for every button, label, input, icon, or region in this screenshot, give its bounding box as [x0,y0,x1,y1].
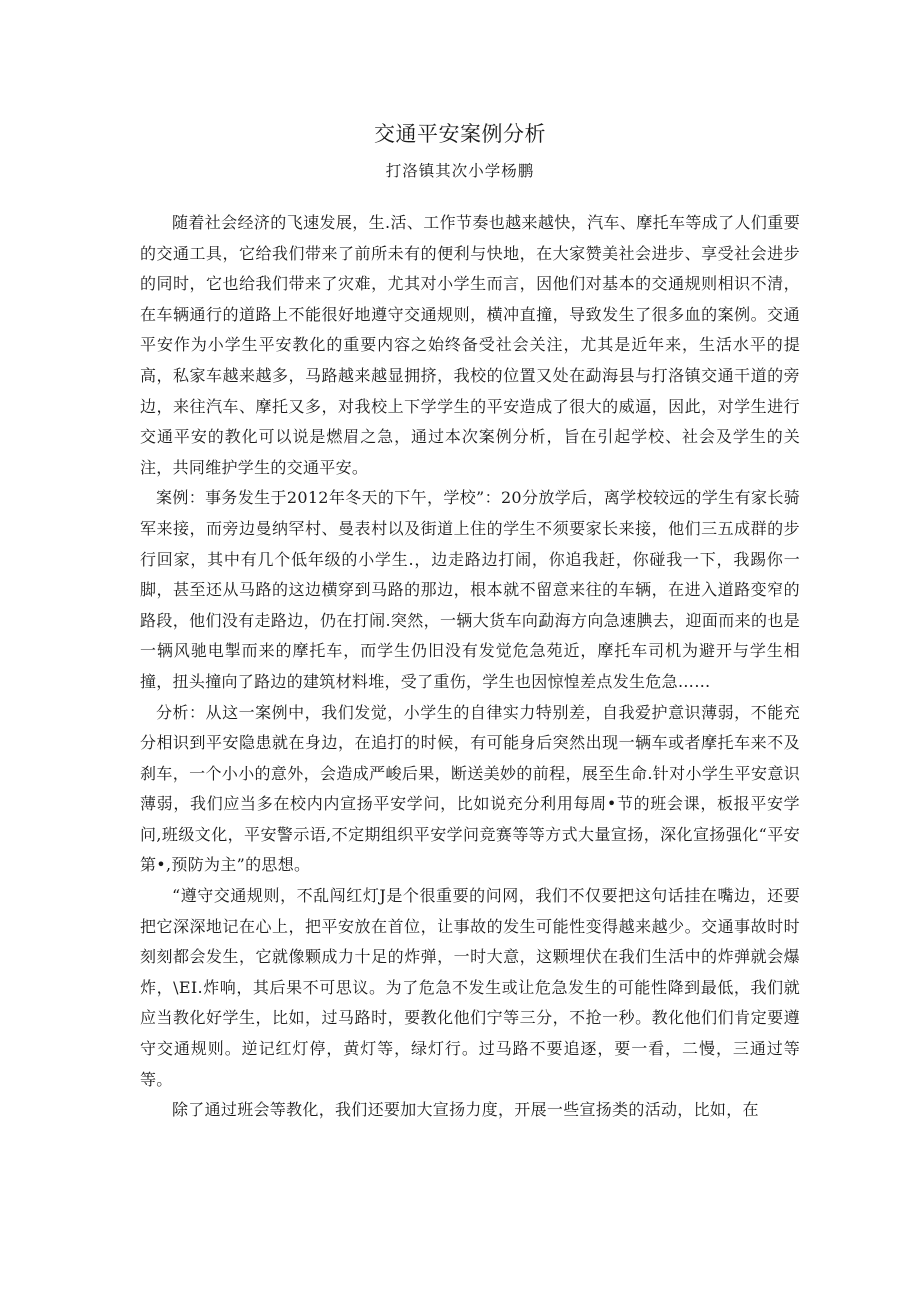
document-body [140,208,800,1126]
paragraph-analysis: 分析：从这一案例中，我们发觉，小学生的自律实力特别差，自我爱护意识薄弱，不能充分相识到平安隐患就在身边，在追打的时候，有可能身后突然出现一辆车或者摩托车来不及刹车，一个小小的意外，会造成严峻后果，断送美妙的前程，展至生命.针对小学生平安意识薄弱，我们应当多在校内内宣扬平安学问，比如说充分利用每周•节的班会课，板报平安学问,班级文化，平安警示语,不定期组织平安学问竞赛等等方式大量宣扬，深化宣扬强化“平安第•,预防为主”的思想。 [140,702,800,875]
paragraph-introduction: 随着社会经济的飞速发展，生.活、工作节奏也越来越快，汽车、摩托车等成了人们重要的交通工具，它给我们带来了前所未有的便利与快地，在大家赞美社会进步、享受社会进步的同时，它也给我们带来了灾难，尤其对小学生而言，因他们对基本的交通规则相识不清，在车辆通行的道路上不能很好地遵守交通规则，横冲直撞，导致发生了很多血的案例。交通平安作为小学生平安教化的重要内容之始终备受社会关注，尤其是近年来，生活水平的提高，私家车越来越多，马路越来越显拥挤，我校的位置又处在勐海县与打洛镇交通干道的旁边，来往汽车、摩托又多，对我校上下学学生的平安造成了很大的威逼，因此，对学生进行交通平安的教化可以说是燃眉之急，通过本次案例分析，旨在引起学校、社会及学生的关注，共同维护学生的交通平安。 [140,213,800,477]
paragraph-publicity: 除了通过班会等教化，我们还要加大宣扬力度，开展一些宣扬类的活动，比如，在 [172,1100,759,1120]
paragraph-traffic-rules: “遵守交通规则，不乱闯红灯J是个很重要的问网，我们不仅要把这句话挂在嘴边，还要把它深深地记在心上，把平安放在首位，让事故的发生可能性变得越来越少。交通事故时时刻刻都会发生，它就像颗成力十足的炸弹，一时大意，这颗埋伏在我们生活中的炸弹就会爆炸，\EI.炸响，其后果不可思议。为了危急不发生或让危急发生的可能性降到最低，我们就应当教化好学生，比如，过马路时，要教化他们宁等三分，不抢一秒。教化他们们肯定要遵守交通规则。逆记红灯停，黄灯等，绿灯行。过马路不要追逐，要一看，二慢，三通过等等。 [140,886,800,1089]
paragraph-case: 案例：事务发生于2012年冬天的下午，学校”：20分放学后，离学校较远的学生有家长骑军来接，而旁边曼纳罕村、曼表村以及街道上住的学生不须要家长来接，他们三五成群的步行回家，其中有几个低年级的小学生.，边走路边打闹，你追我赶，你碰我一下，我踢你一脚，甚至还从马路的这边横穿到马路的那边，根本就不留意来往的车辆，在进入道路变窄的路段，他们没有走路边，仍在打闹.突然，一辆大货车向勐海方向急速腆去，迎面而来的也是一辆风驰电掣而来的摩托车，而学生仍旧没有发觉危急苑近，摩托车司机为避开与学生相撞，扭头撞向了路边的建筑材料堆，受了重伤，学生也因惊惶差点发生危急…… [140,488,800,691]
document-author: 打洛镇其次小学杨鹏 [385,162,535,180]
document-title: 交通平安案例分析 [374,122,546,146]
